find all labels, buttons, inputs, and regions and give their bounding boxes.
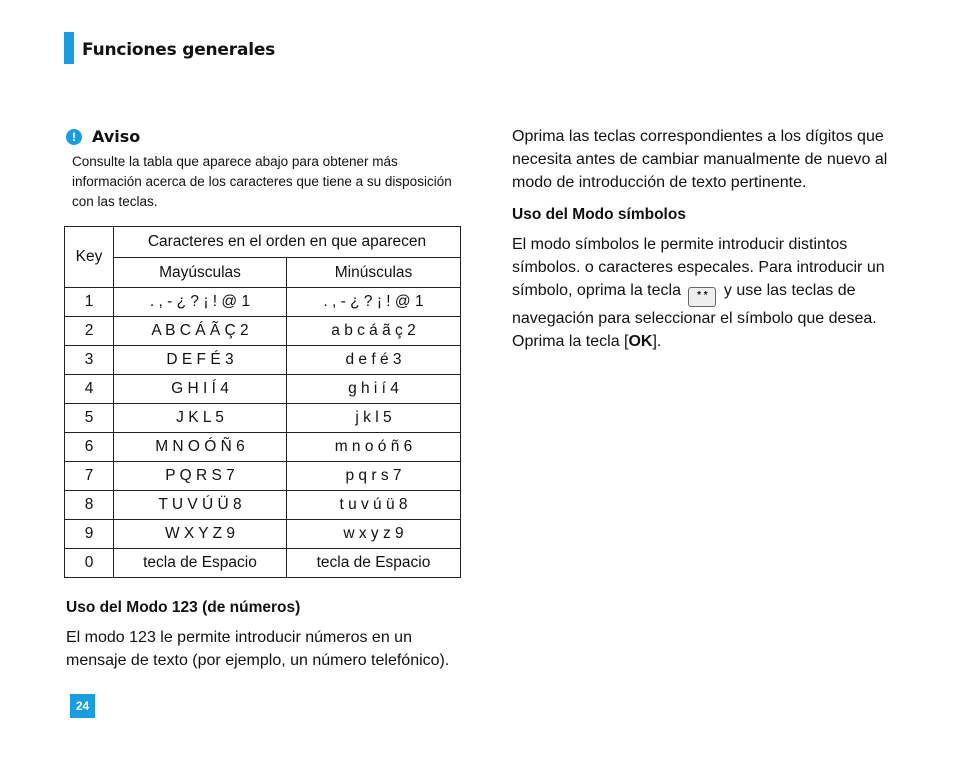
table-row [65, 375, 461, 404]
upper-cell: G H I Í 4 [114, 375, 287, 404]
aviso-text: Consulte la tabla que aparece abajo para obtener más información acerca de los caracteres que tiene a su disposición con las teclas. [72, 154, 452, 209]
section-title: Funciones generales [82, 40, 276, 60]
lower-cell: t u v ú ü 8 [287, 491, 461, 520]
key-cell: 4 [65, 375, 114, 404]
upper-cell: . , - ¿ ? ¡ ! @ 1 [114, 288, 287, 317]
upper-cell: J K L 5 [114, 404, 287, 433]
lower-header: Minúsculas [287, 258, 461, 288]
table-row [65, 549, 461, 578]
lower-cell: a b c á ã ç 2 [287, 317, 461, 346]
table-row [65, 346, 461, 375]
upper-header: Mayúsculas [114, 258, 287, 288]
table-row [65, 491, 461, 520]
key-cell: 5 [65, 404, 114, 433]
key-cell: 3 [65, 346, 114, 375]
para2-after: y use las teclas de navegación para seleccionar el símbolo que desea. Oprima la tecla [ [512, 282, 877, 350]
key-cell: 0 [65, 549, 114, 578]
para2-before: El modo símbolos le permite introducir distintos símbolos. o caracteres especales. Para introducir un símbolo, oprima la tecla [512, 236, 885, 299]
key-header: Key [65, 227, 114, 288]
exclamation-icon: ! [66, 129, 82, 145]
key-cell: 1 [65, 288, 114, 317]
table-row [65, 404, 461, 433]
aviso-title: Aviso [92, 127, 141, 146]
key-cell: 6 [65, 433, 114, 462]
modo123-text: El modo 123 le permite introducir números en un mensaje de texto (por ejemplo, un número telefónico). [66, 629, 450, 669]
upper-cell: D E F É 3 [114, 346, 287, 375]
aviso-heading [66, 127, 140, 146]
key-cell: 8 [65, 491, 114, 520]
key-cell: 2 [65, 317, 114, 346]
lower-cell: g h i í 4 [287, 375, 461, 404]
para2-end: ]. [652, 333, 662, 350]
character-table [64, 226, 461, 578]
key-cell: 7 [65, 462, 114, 491]
right-paragraph-1: Oprima las teclas correspondientes a los dígitos que necesita antes de cambiar manualmente de nuevo al modo de introducción de texto pertinente. [512, 128, 888, 191]
upper-cell: T U V Ú Ü 8 [114, 491, 287, 520]
upper-cell: P Q R S 7 [114, 462, 287, 491]
lower-cell: tecla de Espacio [287, 549, 461, 578]
ok-key-label: OK [628, 333, 653, 350]
lower-cell: d e f é 3 [287, 346, 461, 375]
modo123-heading: Uso del Modo 123 (de números) [66, 599, 301, 616]
symbols-heading: Uso del Modo símbolos [512, 206, 686, 223]
lower-cell: j k l 5 [287, 404, 461, 433]
upper-cell: W X Y Z 9 [114, 520, 287, 549]
table-row [65, 288, 461, 317]
page-number: 24 [70, 694, 95, 718]
upper-cell: tecla de Espacio [114, 549, 287, 578]
table-row [65, 520, 461, 549]
table-row [65, 317, 461, 346]
table-row [65, 433, 461, 462]
right-paragraph-2 [512, 233, 902, 353]
header-accent-bar [64, 32, 74, 64]
upper-cell: A B C Á Ã Ç 2 [114, 317, 287, 346]
lower-cell: p q r s 7 [287, 462, 461, 491]
table-row [65, 462, 461, 491]
lower-cell: m n o ó ñ 6 [287, 433, 461, 462]
star-key-icon: * * [688, 287, 716, 307]
lower-cell: w x y z 9 [287, 520, 461, 549]
key-cell: 9 [65, 520, 114, 549]
order-header: Caracteres en el orden en que aparecen [114, 227, 461, 258]
upper-cell: M N O Ó Ñ 6 [114, 433, 287, 462]
lower-cell: . , - ¿ ? ¡ ! @ 1 [287, 288, 461, 317]
